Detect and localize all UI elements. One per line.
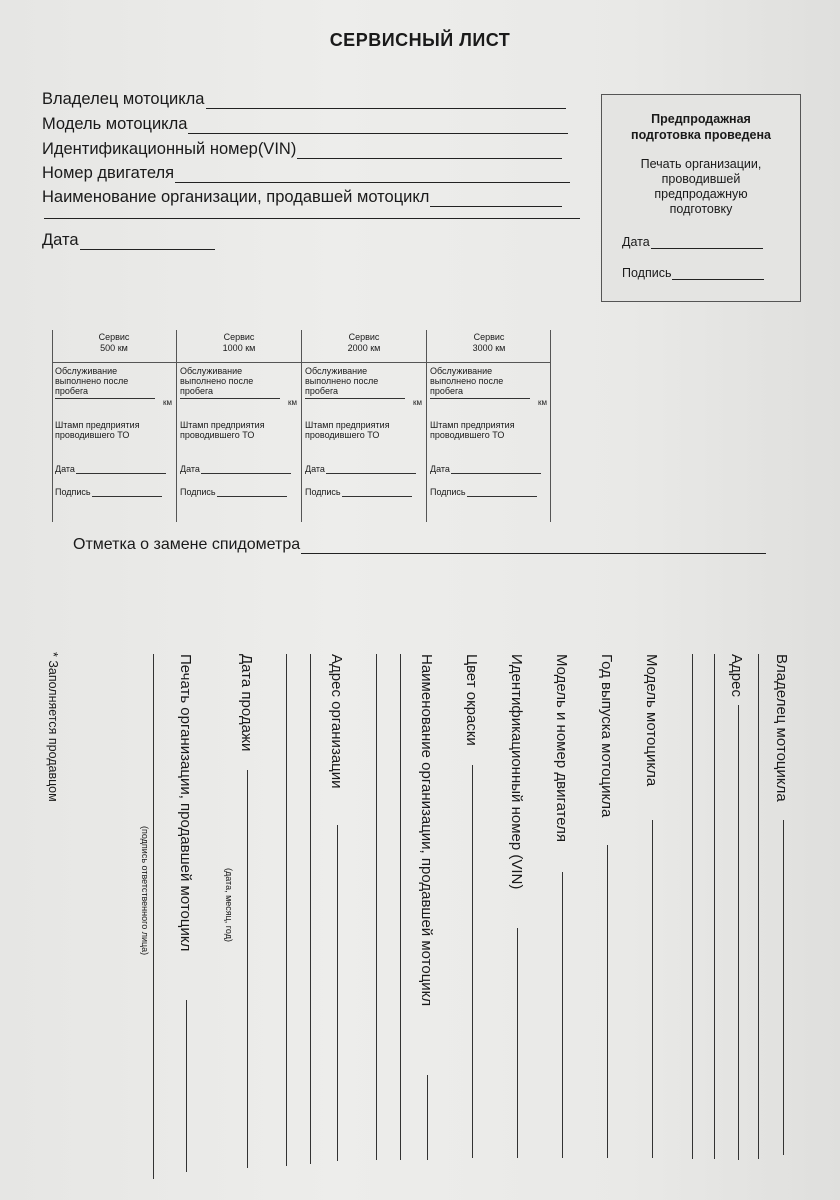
engine-line[interactable] [175,168,570,183]
speedometer-label: Отметка о замене спидометра [73,536,301,553]
service-signature[interactable]: Подпись [305,487,412,497]
service-date[interactable]: Дата [305,464,416,474]
page-title: СЕРВИСНЫЙ ЛИСТ [329,30,511,50]
mileage-line[interactable] [55,398,155,399]
service-stamp-text: Штамп предприятия проводившего ТО [430,420,515,440]
presale-stamp-text: Печать организации, проводившей предпродажную подготовку [640,157,762,216]
mileage-line[interactable] [305,398,405,399]
owner-line[interactable] [206,94,566,109]
service-date[interactable]: Дата [180,464,291,474]
rot-address-line[interactable] [738,705,739,1160]
service-header: Сервис 1000 км [177,330,301,363]
rot-vin-line[interactable] [517,928,518,1158]
owner-field[interactable] [42,90,566,109]
seller-field[interactable] [42,188,562,207]
speedometer-field[interactable] [73,536,766,554]
service-header: Сервис 3000 км [427,330,551,363]
rot-model-line[interactable] [652,820,653,1158]
presale-signature[interactable]: Подпись [622,266,764,280]
rot-extra-line[interactable] [758,654,759,1159]
engine-label: Номер двигателя [42,164,175,182]
km-label: км [163,398,172,407]
vin-label: Идентификационный номер(VIN) [42,140,297,158]
service-col-1000 [177,330,301,522]
presale-box [601,94,801,302]
service-stamp-text: Штамп предприятия проводившего ТО [305,420,390,440]
rot-year-line[interactable] [607,845,608,1158]
rot-org-address-line[interactable] [337,825,338,1161]
km-label: км [288,398,297,407]
service-stamp-text: Штамп предприятия проводившего ТО [55,420,140,440]
service-col-3000 [427,330,551,522]
engine-field[interactable] [42,164,570,183]
presale-date[interactable]: Дата [622,235,763,249]
service-signature[interactable]: Подпись [430,487,537,497]
rot-stamp-line[interactable] [186,1000,187,1172]
mileage-line[interactable] [180,398,280,399]
service-done-text: Обслуживание выполнено после пробега [55,366,129,396]
model-line[interactable] [188,119,568,134]
service-col-2000 [302,330,426,522]
service-done-text: Обслуживание выполнено после пробега [180,366,254,396]
rot-stamp-hint: (подпись ответственного лица) [140,826,150,956]
speedometer-line[interactable] [301,539,766,554]
service-table [52,330,550,522]
km-label: км [413,398,422,407]
service-date[interactable]: Дата [430,464,541,474]
mileage-line[interactable] [430,398,530,399]
rot-org-name-line[interactable] [427,1075,428,1160]
vin-field[interactable] [42,140,562,159]
seller-extra-line[interactable] [44,218,580,219]
rot-color-line[interactable] [472,765,473,1158]
rot-sale-date-hint: (дата, месяц, год) [224,868,234,942]
date-field[interactable] [42,231,215,250]
date-label: Дата [42,231,79,249]
model-field[interactable] [42,115,568,134]
service-header: Сервис 500 км [52,330,176,363]
seller-label: Наименование организации, продавшей мотоцикл [42,188,430,206]
footnote: * Заполняется продавцом [46,652,60,802]
service-done-text: Обслуживание выполнено после пробега [430,366,504,396]
service-signature[interactable]: Подпись [55,487,162,497]
service-stamp-text: Штамп предприятия проводившего ТО [180,420,265,440]
rot-owner-line[interactable] [783,820,784,1155]
vin-line[interactable] [297,144,562,159]
rot-sign-line[interactable] [153,654,154,1179]
owner-label: Владелец мотоцикла [42,90,205,108]
km-label: км [538,398,547,407]
presale-heading: Предпродажная подготовка проведена [631,112,771,142]
date-line[interactable] [80,235,215,250]
service-done-text: Обслуживание выполнено после пробега [305,366,379,396]
service-date[interactable]: Дата [55,464,166,474]
model-label: Модель мотоцикла [42,115,188,133]
service-header: Сервис 2000 км [302,330,426,363]
service-col-500 [52,330,176,522]
rot-sale-date-line[interactable] [247,770,248,1168]
rot-engine-line[interactable] [562,872,563,1158]
seller-line[interactable] [430,192,562,207]
service-signature[interactable]: Подпись [180,487,287,497]
